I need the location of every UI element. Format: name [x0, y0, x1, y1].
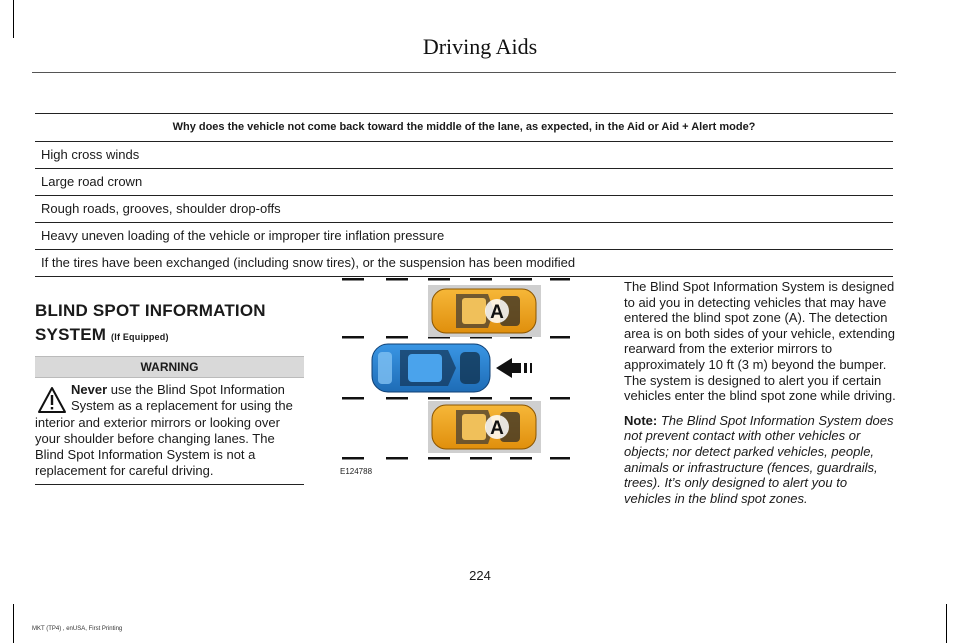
page-header-title: Driving Aids: [422, 34, 538, 59]
warning-lead: Never: [71, 382, 108, 397]
footer-print-info: MKT (TP4) , enUSA, First Printing: [32, 626, 123, 632]
note-paragraph: [624, 413, 896, 507]
direction-arrow-icon: [496, 358, 532, 378]
lane-line-3: [342, 397, 570, 400]
table-cell: If the tires have been exchanged (including snow tires), or the suspension has been modified: [35, 250, 893, 277]
warning-text: [35, 382, 307, 480]
table-row: [35, 142, 893, 169]
body-text: [624, 279, 896, 515]
warning-body: use the Blind Spot Information System as a replacement for using the interior and exterior mirrors or looking over your shoulder before changing lanes. The Blind Spot Information System is not a replacement for careful driving.: [35, 382, 293, 479]
crop-mark-bottom-left: [13, 604, 14, 643]
section-heading: [35, 300, 266, 348]
page-number: 224: [469, 568, 491, 583]
vehicle-in-blind-spot-top: [432, 289, 536, 333]
section-title-suffix: (If Equipped): [111, 332, 169, 342]
table-row: [35, 223, 893, 250]
table-cell: Large road crown: [35, 169, 893, 196]
troubleshooting-table: [35, 113, 893, 277]
warning-divider: [35, 484, 304, 485]
zone-label-a-bottom: A: [490, 418, 504, 439]
figure-caption: E124788: [340, 467, 373, 476]
table-cell: High cross winds: [35, 142, 893, 169]
table-cell: Heavy uneven loading of the vehicle or improper tire inflation pressure: [35, 223, 893, 250]
vehicle-in-blind-spot-bottom: [432, 405, 536, 449]
table-row: [35, 169, 893, 196]
body-paragraph: The Blind Spot Information System is designed to aid you in detecting vehicles that may have entered the blind spot zone (A). The detection area is on both sides of your vehicle, extending rearward from the exterior mirrors to approximately 10 ft (3 m) beyond the bumper. The system is designed to alert you if certain vehicles enter the blind spot zone while driving.: [624, 279, 896, 404]
blind-spot-illustration: [338, 272, 572, 492]
section-title-line2: SYSTEM: [35, 325, 107, 344]
crop-mark-bottom-right: [946, 604, 947, 643]
table-heading: Why does the vehicle not come back toward the middle of the lane, as expected, in the Aid or Aid + Alert mode?: [35, 114, 893, 142]
header-divider: [32, 72, 896, 73]
note-label: Note:: [624, 412, 658, 428]
warning-label-bar: WARNING: [35, 356, 304, 378]
note-text: The Blind Spot Information System does not prevent contact with other vehicles or objects; nor detect parked vehicles, people, animals or infrastructure (fences, guardrails, trees). It’s only designed to alert you to vehicles in the blind spot zones.: [624, 412, 894, 506]
lane-line-1: [342, 278, 570, 281]
lane-line-4: [342, 457, 570, 460]
section-title-line1: BLIND SPOT INFORMATION: [35, 301, 266, 320]
crop-mark-top-left: [13, 0, 14, 38]
own-vehicle: [372, 344, 490, 392]
zone-label-a-top: A: [490, 302, 504, 323]
table-row: [35, 196, 893, 223]
section-title-line2-wrap: [35, 324, 266, 348]
table-cell: Rough roads, grooves, shoulder drop-offs: [35, 196, 893, 223]
